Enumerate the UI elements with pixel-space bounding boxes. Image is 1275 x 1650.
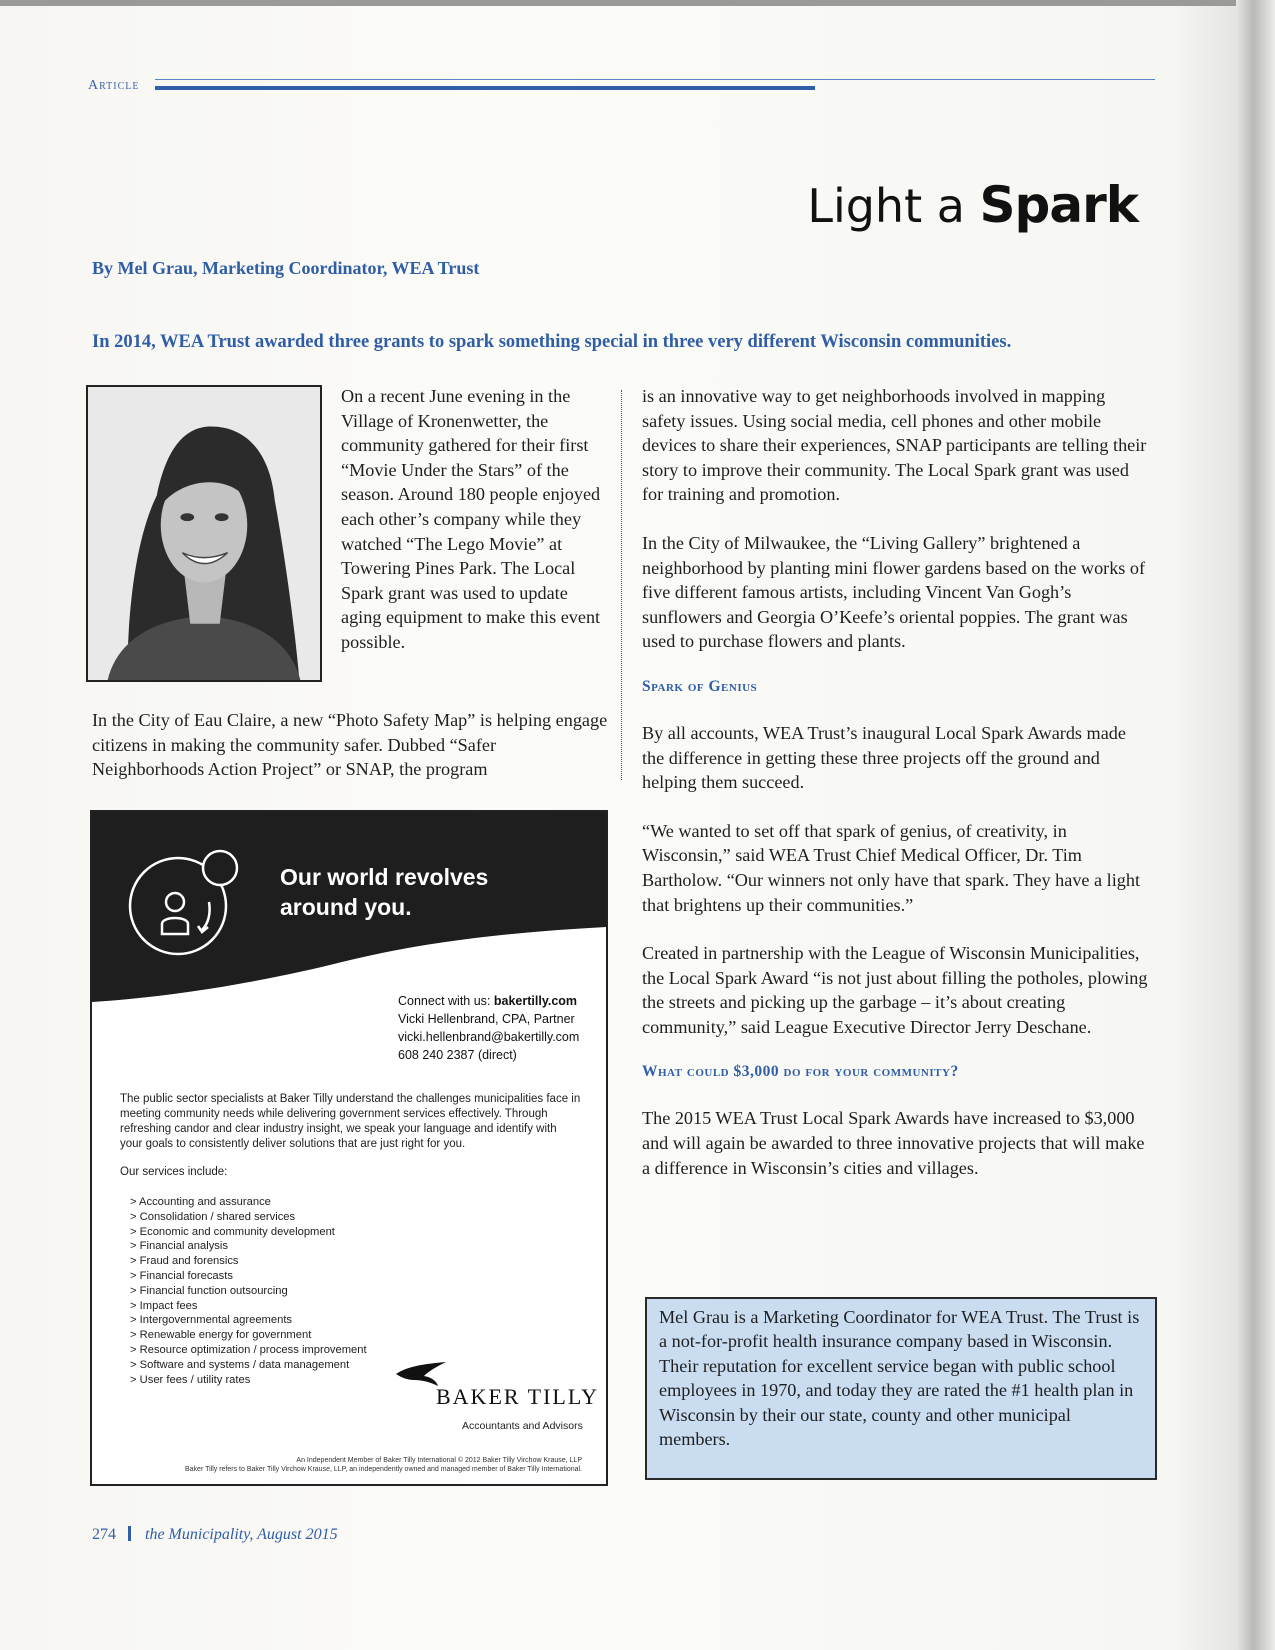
list-item: > User fees / utility rates	[130, 1373, 367, 1388]
author-photo	[86, 385, 322, 682]
list-item: > Software and systems / data management	[130, 1358, 367, 1373]
list-item: > Fraud and forensics	[130, 1254, 367, 1269]
ad-headline	[280, 862, 520, 922]
ad-services-label: Our services include:	[120, 1166, 228, 1178]
ad-services-list	[130, 1195, 367, 1387]
list-item: > Financial forecasts	[130, 1269, 367, 1284]
page-number: 274	[92, 1526, 116, 1543]
ad-connect-label: Connect with us:	[398, 994, 494, 1008]
paragraph-league: Created in partnership with the League of Wisconsin Municipalities, the Local Spark Award “is not just about filling the potholes, plowing the streets and picking up the garbage – it’s about creating community,” said League Executive Director Jerry Deschane.	[642, 943, 1148, 1037]
page-footer	[92, 1526, 338, 1544]
page-top-edge	[0, 0, 1275, 6]
ad-contact-name: Vicki Hellenbrand, CPA, Partner	[398, 1012, 575, 1026]
ad-contact-block	[398, 992, 579, 1064]
column-divider	[621, 390, 622, 780]
page-binding-edge	[1236, 0, 1275, 1650]
title-emphasis: Spark	[979, 176, 1138, 234]
list-item: > Intergovernmental agreements	[130, 1313, 367, 1328]
subhead-spark-of-genius: Spark of Genius	[642, 677, 758, 695]
ad-contact-email[interactable]: vicki.hellenbrand@bakertilly.com	[398, 1030, 580, 1044]
list-item: > Accounting and assurance	[130, 1195, 367, 1210]
footer-separator	[128, 1526, 131, 1541]
ad-headline-line2: around you.	[280, 894, 412, 920]
list-item: > Financial function outsourcing	[130, 1284, 367, 1299]
ad-website-link[interactable]: bakertilly.com	[493, 994, 578, 1008]
byline: By Mel Grau, Marketing Coordinator, WEA Trust	[92, 258, 480, 278]
right-column	[642, 384, 1152, 1204]
ad-logo-text: BAKER TILLY	[436, 1384, 599, 1409]
paragraph-snap: is an innovative way to get neighborhoods involved in mapping safety issues. Using social media, cell phones and other mobile devices to share their experiences, SNAP participants are telling their story to improve their community. The Local Spark grant was used for training and promotion.	[642, 386, 1147, 505]
people-circle-icon	[126, 844, 242, 960]
list-item: > Economic and community development	[130, 1225, 367, 1240]
article-dek: In 2014, WEA Trust awarded three grants to spark something special in three very different Wisconsin communities.	[92, 332, 1012, 352]
ad-connect-line	[398, 992, 579, 1010]
publication-name: the Municipality, August 2015	[145, 1526, 338, 1543]
section-label: Article	[88, 78, 140, 93]
header-rule-accent	[155, 86, 815, 90]
ad-intro-text: The public sector specialists at Baker Tilly understand the challenges municipalities face in meeting community needs while delivering government services effectively. Through refreshing candor and clear industry insight, we speak your language and identify with your goals to consistently deliver solutions that are just right for you.	[120, 1093, 581, 1150]
ad-legal-line1: An Independent Member of Baker Tilly International © 2012 Baker Tilly Virchow Krause, LLP	[296, 1457, 582, 1464]
paragraph-eau-claire: In the City of Eau Claire, a new “Photo Safety Map” is helping engage citizens in making the community safer. Dubbed “Safer Neighborhoods Action Project” or SNAP, the program	[92, 710, 608, 780]
list-item: > Financial analysis	[130, 1239, 367, 1254]
paragraph-quote: “We wanted to set off that spark of genius, of creativity, in Wisconsin,” said WEA Trust Chief Medical Officer, Dr. Tim Bartholow. “Our winners not only have that spark. They have a light that brightens up their communities.”	[642, 820, 1141, 915]
ad-headline-line1: Our world revolves	[280, 864, 489, 890]
title-prefix: Light a	[807, 179, 980, 233]
article-title	[807, 176, 1138, 234]
paragraph-kronenwetter: On a recent June evening in the Village of Kronenwetter, the community gathered for their first “Movie Under the Stars” of the season. Around 180 people enjoyed each other’s company while they watched “The Lego Movie” at Towering Pines Park. The Local Spark grant was used to update aging equipment to make this event possible.	[341, 386, 601, 652]
paragraph-milwaukee: In the City of Milwaukee, the “Living Gallery” brightened a neighborhood by planting mini flower gardens based on the works of five different famous artists, including Vincent Van Gogh’s sunflowers and Georgia O’Keefe’s oriental poppies. The grant was used to purchase flowers and plants.	[642, 532, 1146, 652]
list-item: > Impact fees	[130, 1299, 367, 1314]
author-bio-box: Mel Grau is a Marketing Coordinator for WEA Trust. The Trust is a not-for-profit health insurance company based in Wisconsin. Their reputation for excellent service began with public school employees in 1970, and today they are rated the #1 health plan in Wisconsin by their our state, county and other municipal members.	[645, 1297, 1157, 1480]
baker-tilly-ad	[90, 810, 608, 1486]
list-item: > Renewable energy for government	[130, 1328, 367, 1343]
ad-legal-line2: Baker Tilly refers to Baker Tilly Virchow Krause, LLP, an independently owned and managed member of Baker Tilly International.	[184, 1466, 582, 1473]
paragraph-2015-awards: The 2015 WEA Trust Local Spark Awards have increased to $3,000 and will again be awarded to three innovative projects that will make a difference in Wisconsin’s cities and villages.	[642, 1108, 1145, 1178]
ad-legal-text	[92, 1456, 582, 1474]
ad-tagline: Accountants and Advisors	[462, 1420, 583, 1432]
ad-contact-phone: 608 240 2387 (direct)	[398, 1048, 517, 1062]
subhead-3000: What could $3,000 do for your community?	[642, 1063, 959, 1081]
header-rule	[155, 79, 1155, 80]
list-item: > Resource optimization / process improvement	[130, 1343, 367, 1358]
paragraph-inaugural: By all accounts, WEA Trust’s inaugural Local Spark Awards made the difference in getting these three projects off the ground and helping them succeed.	[642, 722, 1126, 793]
list-item: > Consolidation / shared services	[130, 1210, 367, 1225]
